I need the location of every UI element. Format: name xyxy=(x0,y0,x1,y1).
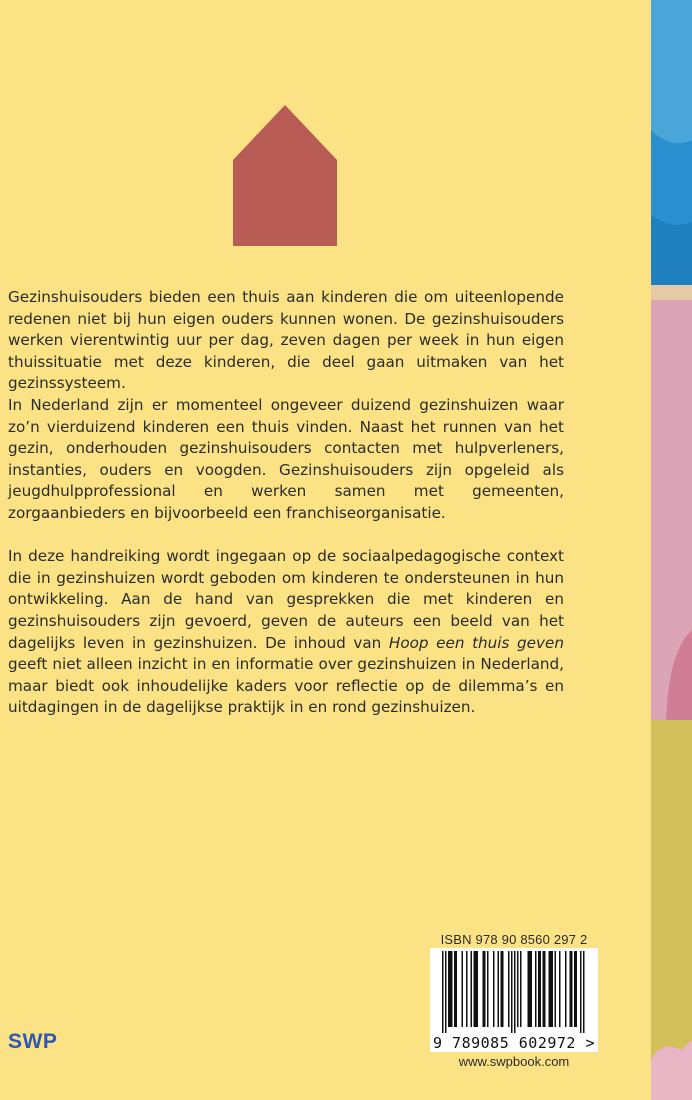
barcode-digits: 9 789085 602972 > xyxy=(432,1034,596,1052)
barcode-bar xyxy=(565,951,567,1027)
barcode-bar xyxy=(559,951,561,1027)
barcode-bar xyxy=(514,951,516,1033)
barcode-bar xyxy=(535,951,537,1027)
barcode-bar xyxy=(508,951,510,1027)
barcode-bar xyxy=(456,951,458,1027)
barcode-bar xyxy=(583,951,585,1033)
barcode-bar xyxy=(501,951,503,1027)
barcode-bar xyxy=(471,951,473,1027)
barcode-bar xyxy=(466,951,468,1027)
isbn-label: ISBN 978 90 8560 297 2 xyxy=(440,932,588,947)
barcode-bar xyxy=(549,951,551,1027)
barcode-bar xyxy=(442,951,444,1033)
barcode-bar xyxy=(528,951,530,1027)
barcode-bar xyxy=(576,951,578,1027)
barcode-bar xyxy=(538,951,540,1027)
barcode-bar xyxy=(574,951,576,1027)
book-title-italic: Hoop een thuis geven xyxy=(388,633,564,652)
barcode-bar xyxy=(498,951,500,1027)
publisher-website: www.swpbook.com xyxy=(458,1054,570,1069)
spine-artwork xyxy=(651,0,692,1100)
barcode-bar xyxy=(511,951,513,1033)
barcode-bar xyxy=(474,951,476,1027)
barcode-bar xyxy=(484,951,486,1027)
barcode-bar xyxy=(448,951,450,1027)
blurb-paragraph-1: Gezinshuisouders bieden een thuis aan kinderen die om uiteenlopende redenen niet bij hun eigen ouders kunnen wonen. De gezinshuisouders werken vierentwintig uur per dag, zeven dagen per week in hun eigen thuissituatie met deze kinderen, die deel gaan uitmaken van het gezinssysteem. xyxy=(8,288,564,393)
barcode-bar xyxy=(445,951,447,1033)
barcode-bar xyxy=(483,951,485,1027)
barcode-bar xyxy=(517,951,519,1027)
blurb-paragraph-2: In Nederland zijn er momenteel ongeveer duizend gezinshuizen waar zo’n vierduizend kinderen een thuis vinden. Naast het runnen van het gezin, onderhouden gezinshuisouders contacten met hulpverleners, instanties, ouders en voogden. Gezinshuisouders zijn opgeleid als jeugdhulpprofessional en werken samen met gemeenten, zorgaanbieders en bijvoorbeeld een franchiseorganisatie. xyxy=(8,395,564,522)
barcode-bar xyxy=(454,951,456,1027)
barcode-bar xyxy=(580,951,582,1033)
barcode-bar xyxy=(529,951,531,1027)
barcode-bar xyxy=(544,951,546,1027)
barcode-bars xyxy=(430,948,598,1034)
blurb-p3-start: In deze handreiking wordt ingegaan op de sociaalpedagogische context die in gezinshuizen wordt geboden om kinderen te ondersteunen in hun ontwikkeling. Aan de hand van gesprekken die met kinderen en gezinshuisouders zijn gevoerd, geven de auteurs een beeld van het dagelijks leven in gezinshuizen. De inhoud van xyxy=(8,547,564,652)
barcode-bar xyxy=(552,951,554,1027)
barcode-bar xyxy=(487,951,489,1027)
blurb-p3-end: geeft niet alleen inzicht in en informatie over gezinshuizen in Nederland, maar biedt ook inhoudelijke kaders voor reflectie op de dilemma’s en uitdagingen in de dagelijkse praktijk in en rond gezinshuizen. xyxy=(8,655,564,717)
barcode-bar xyxy=(493,951,495,1027)
barcode-bar xyxy=(502,951,504,1027)
barcode-bar xyxy=(531,951,533,1027)
barcode-bar xyxy=(543,951,545,1027)
barcode-bar xyxy=(550,951,552,1027)
barcode-bar xyxy=(475,951,477,1027)
barcode-bar xyxy=(570,951,572,1027)
barcode-bar xyxy=(462,951,464,1027)
house-icon xyxy=(233,105,337,246)
barcode-bar xyxy=(571,951,573,1027)
barcode-bar xyxy=(540,951,542,1027)
barcode-bar xyxy=(477,951,479,1027)
barcode-bar xyxy=(555,951,557,1027)
barcode-bar xyxy=(520,951,522,1027)
back-cover-blurb xyxy=(8,287,564,719)
barcode-bar xyxy=(450,951,452,1027)
barcode-bar xyxy=(451,951,453,1027)
blurb-paragraph-3 xyxy=(8,546,564,719)
publisher-logo: SWP xyxy=(8,1030,58,1053)
